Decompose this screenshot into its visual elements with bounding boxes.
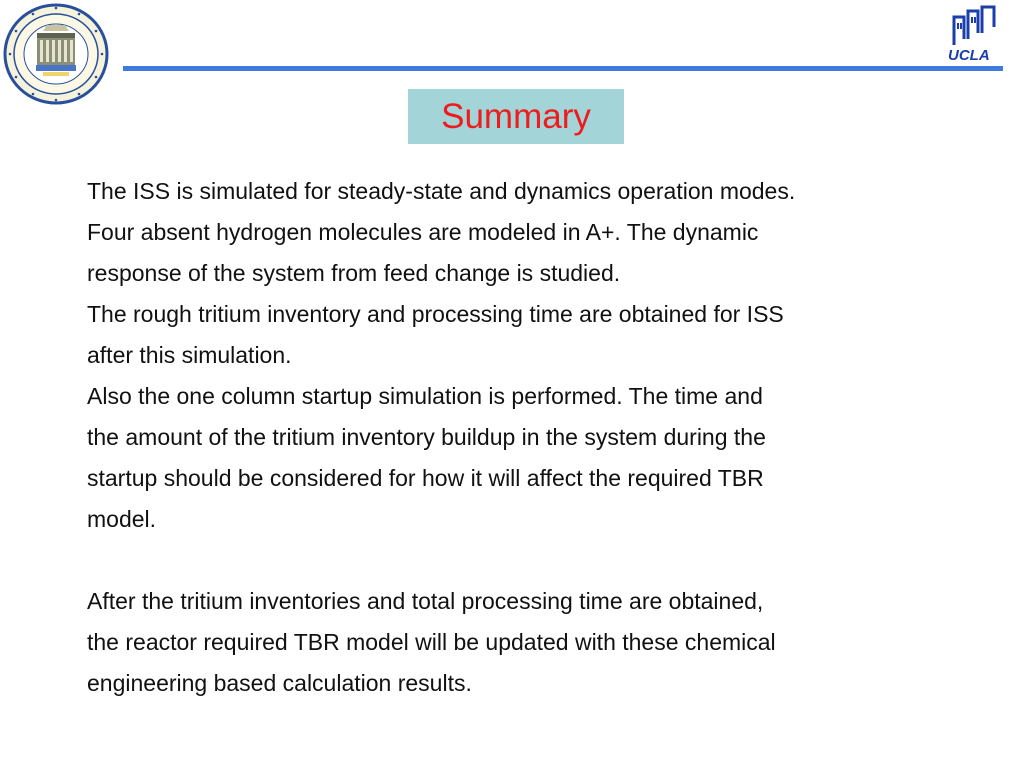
- body-line: After the tritium inventories and total processing time are obtained,: [87, 588, 764, 614]
- body-line: The ISS is simulated for steady-state and dynamics operation modes.: [87, 178, 796, 204]
- paragraph-spacer: [87, 540, 987, 581]
- body-line: model.: [87, 506, 157, 532]
- body-line: response of the system from feed change is studied.: [87, 260, 621, 286]
- body-line: the amount of the tritium inventory buildup in the system during the: [87, 424, 766, 450]
- ucla-logo: [944, 3, 1002, 63]
- body-line: Also the one column startup simulation is performed. The time and: [87, 383, 763, 409]
- svg-text:UCLA: UCLA: [948, 47, 990, 63]
- summary-body: [87, 171, 987, 704]
- body-line: engineering based calculation results.: [87, 670, 472, 696]
- body-line: The rough tritium inventory and processing time are obtained for ISS: [87, 301, 784, 327]
- school-seal-logo: [3, 3, 109, 105]
- body-line: Four absent hydrogen molecules are modeled in A+. The dynamic: [87, 219, 759, 245]
- school-seal-icon: [3, 3, 109, 105]
- body-line: after this simulation.: [87, 342, 292, 368]
- ucla-logo-icon: [944, 3, 1002, 63]
- body-line: the reactor required TBR model will be updated with these chemical: [87, 629, 776, 655]
- slide-title: Summary: [441, 97, 591, 136]
- body-line: startup should be considered for how it will affect the required TBR: [87, 465, 764, 491]
- header-rule: [123, 66, 1003, 71]
- title-box: [408, 89, 624, 144]
